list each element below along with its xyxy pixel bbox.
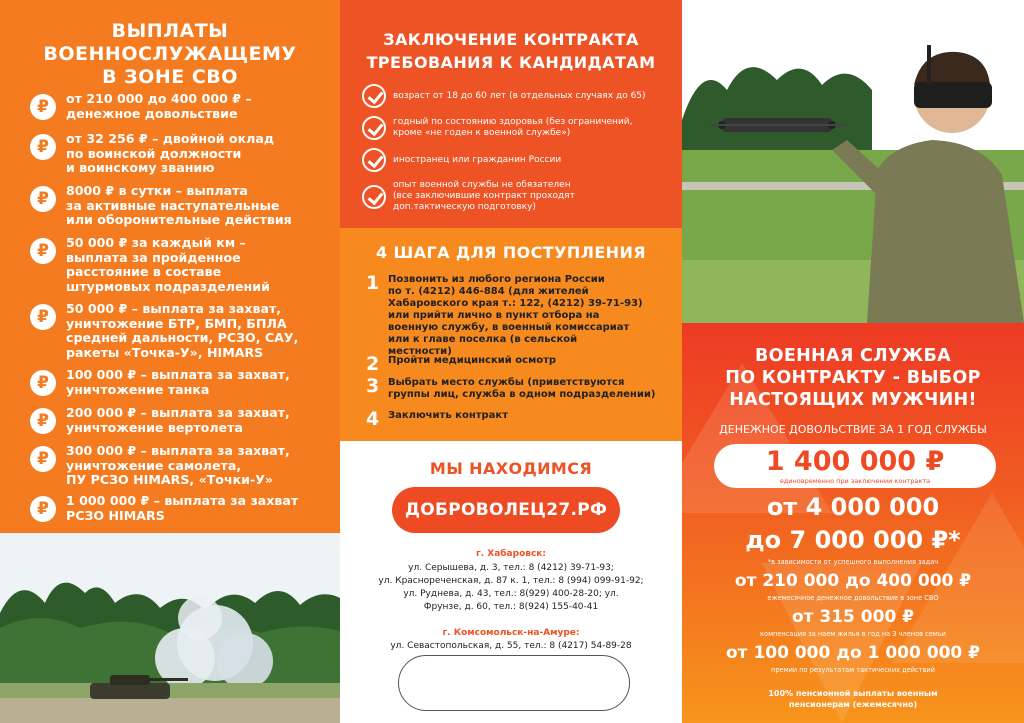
step-text — [388, 355, 658, 374]
payment-line: или оборонительные действия — [66, 212, 292, 227]
payment-item — [30, 236, 335, 302]
payment-line: 50 000 ₽ за каждый км – — [66, 235, 246, 250]
payment-item — [30, 494, 335, 530]
step-number: 1 — [366, 272, 380, 294]
range-from-value: от 4 000 000 — [766, 493, 940, 521]
steps-title: 4 ШАГА ДЛЯ ПОСТУПЛЕНИЯ — [376, 243, 646, 262]
payment-line: от 210 000 до 400 000 ₽ – — [66, 91, 252, 106]
lump-sum-value: 1 400 000 ₽ — [765, 446, 945, 477]
payments-panel — [0, 0, 340, 723]
requirement-item — [362, 116, 662, 140]
step-text — [388, 410, 658, 429]
payments-title-line: ВЫПЛАТЫ — [111, 20, 229, 42]
requirement-line: годный по состоянию здоровья (без ограничений, — [393, 117, 633, 127]
pension-line: пенсионерам (ежемесячно) — [788, 700, 918, 709]
payment-item — [30, 132, 335, 184]
lump-sum-note: единовременно при заключении контракта — [779, 477, 931, 485]
payment-item — [30, 92, 335, 132]
ruble-icon: ₽ — [30, 446, 56, 472]
step-line: военную службу, в военный комиссариат — [388, 322, 630, 333]
city-khabarovsk: г. Хабаровск: — [476, 549, 546, 559]
location-panel — [340, 441, 682, 723]
payment-line: 300 000 ₽ – выплата за захват, — [66, 443, 290, 458]
khabarovsk-addresses — [340, 562, 682, 614]
pension-note — [682, 688, 1024, 710]
step-item — [366, 410, 658, 429]
payment-line: ПУ РСЗО HIMARS, «Точки-У» — [66, 472, 274, 487]
tank-smoke-illustration — [0, 533, 340, 723]
salary-note: ежемесячное денежное довольствие в зоне СВО — [767, 594, 939, 602]
payment-item — [30, 184, 335, 236]
address-line: ул. Серышева, д. 3, тел.: 8 (4212) 39-71-93; — [408, 563, 614, 573]
requirement-line: доп.тактическую подготовку) — [393, 202, 536, 212]
step-line: группы лиц, служба в одном подразделении) — [388, 389, 656, 400]
payment-line: штурмовых подразделений — [66, 278, 270, 294]
bonus-note: премии по результатам тактических действий — [771, 666, 935, 674]
soldier-drone-illustration — [682, 0, 1024, 323]
tank-smoke-photo — [0, 533, 340, 723]
city-komsomolsk: г. Комсомольск-на-Амуре: — [442, 628, 580, 638]
ruble-icon: ₽ — [30, 186, 56, 212]
check-circle-icon — [362, 116, 386, 140]
requirement-line: возраст от 18 до 60 лет (в отдельных случаях до 65) — [393, 90, 646, 101]
payment-item — [30, 302, 335, 368]
payment-line: за активные наступательные — [66, 197, 280, 213]
step-line: по т. (4212) 446-884 (для жителей — [388, 286, 589, 297]
step-item — [366, 377, 658, 401]
pension-line: 100% пенсионной выплаты военным — [768, 689, 938, 698]
payments-title-line: В ЗОНЕ СВО — [102, 66, 238, 88]
website-link-button[interactable]: ДОБРОВОЛЕЦ27.РФ — [392, 487, 620, 533]
address-line: ул. Краснореченская, д. 87 к. 1, тел.: 8 (994) 099-91-92; — [378, 576, 644, 586]
step-item — [366, 355, 658, 374]
step-number: 4 — [366, 408, 380, 430]
ruble-icon: ₽ — [30, 304, 56, 330]
step-line: Выбрать место службы (приветствуются — [388, 377, 625, 388]
address-line: Фрунзе, д. 60, тел.: 8(924) 155-40-41 — [423, 602, 599, 612]
bonus-value: от 100 000 до 1 000 000 ₽ — [726, 643, 980, 663]
payment-item — [30, 406, 335, 444]
steps-panel — [340, 228, 682, 441]
requirements-title-line: ЗАКЛЮЧЕНИЕ КОНТРАКТА — [383, 30, 639, 49]
requirement-line: (все заключившие контракт проходят — [393, 191, 575, 201]
address-line: ул. Севастопольская, д. 55, тел.: 8 (4217) 54-89-28 — [390, 641, 632, 651]
requirement-item — [362, 84, 662, 108]
payment-line: выплата за пройденное — [66, 249, 241, 265]
range-to-value: до 7 000 000 ₽* — [745, 526, 961, 554]
step-line: Хабаровского края т.: 122, (4212) 39-71-93) — [388, 298, 643, 309]
promo-title — [682, 345, 1024, 411]
location-title: МЫ НАХОДИМСЯ — [429, 459, 593, 478]
ruble-icon: ₽ — [30, 134, 56, 160]
komsomolsk-addresses — [340, 640, 682, 653]
step-line: или прийти лично в пункт отбора на — [388, 310, 600, 321]
promo-title-line: ПО КОНТРАКТУ - ВЫБОР — [725, 368, 981, 388]
blank-stamp-field — [398, 655, 630, 711]
payment-line: и воинскому званию — [66, 160, 215, 175]
payments-title — [0, 20, 340, 89]
step-number: 3 — [366, 375, 380, 397]
payment-item — [30, 368, 335, 406]
promo-subtitle: ДЕНЕЖНОЕ ДОВОЛЬСТВИЕ ЗА 1 ГОД СЛУЖБЫ — [719, 423, 987, 436]
lump-sum-badge — [714, 444, 996, 488]
payment-line: уничтожение БТР, БМП, БПЛА — [66, 315, 287, 331]
requirement-line: кроме «не годен к военной службе») — [393, 128, 571, 138]
requirements-title-line: ТРЕБОВАНИЯ К КАНДИДАТАМ — [366, 53, 656, 72]
check-circle-icon — [362, 148, 386, 172]
payment-line: средней дальности, РСЗО, САУ, — [66, 330, 299, 345]
promo-panel — [682, 323, 1024, 723]
housing-note: компенсация за наем жилья в год на 3 членов семьи — [760, 630, 946, 638]
payment-line: уничтожение танка — [66, 381, 210, 397]
payment-line: уничтожение вертолета — [66, 419, 243, 435]
step-text — [388, 377, 658, 401]
step-line: Заключить контракт — [388, 410, 509, 421]
step-line: Позвонить из любого региона России — [388, 274, 605, 285]
requirements-panel — [340, 0, 682, 228]
step-line: или к главе поселка (в сельской — [388, 334, 578, 345]
range-note: *в зависимости от успешного выполнения задач — [767, 558, 939, 566]
payment-line: 100 000 ₽ – выплата за захват, — [66, 367, 290, 382]
requirement-line: опыт военной службы не обязателен — [393, 180, 571, 190]
payment-line: 8000 ₽ в сутки – выплата — [66, 183, 248, 198]
salary-value: от 210 000 до 400 000 ₽ — [734, 571, 972, 591]
payment-line: РСЗО HIMARS — [66, 507, 165, 523]
payment-line: денежное довольствие — [66, 105, 238, 121]
payment-line: ракеты «Точка-У», HIMARS — [66, 344, 264, 360]
payments-list — [30, 92, 335, 530]
requirement-item — [362, 148, 662, 172]
requirements-title — [340, 28, 682, 74]
check-circle-icon — [362, 84, 386, 108]
step-line: Пройти медицинский осмотр — [388, 355, 557, 366]
payment-line: от 32 256 ₽ – двойной оклад — [66, 131, 275, 146]
requirements-list — [362, 84, 662, 221]
payment-line: 1 000 000 ₽ – выплата за захват — [66, 493, 299, 508]
payment-line: уничтожение самолета, — [66, 457, 242, 473]
step-number: 2 — [366, 353, 380, 375]
step-text — [388, 274, 658, 358]
promo-title-line: НАСТОЯЩИХ МУЖЧИН! — [729, 390, 977, 410]
promo-title-line: ВОЕННАЯ СЛУЖБА — [755, 346, 951, 366]
step-item — [366, 274, 658, 358]
ruble-icon: ₽ — [30, 94, 56, 120]
step-line: местности) — [388, 346, 452, 357]
check-circle-icon — [362, 185, 386, 209]
requirement-item — [362, 180, 662, 213]
payments-title-line: ВОЕННОСЛУЖАЩЕМУ — [43, 43, 297, 65]
payment-line: 200 000 ₽ – выплата за захват, — [66, 405, 290, 420]
ruble-icon: ₽ — [30, 496, 56, 522]
payment-line: по воинской должности — [66, 145, 242, 161]
requirement-line: иностранец или гражданин России — [393, 154, 562, 165]
ruble-icon: ₽ — [30, 238, 56, 264]
ruble-icon: ₽ — [30, 408, 56, 434]
payment-line: 50 000 ₽ – выплата за захват, — [66, 301, 282, 316]
payment-line: расстояние в составе — [66, 264, 222, 279]
ruble-icon: ₽ — [30, 370, 56, 396]
housing-value: от 315 000 ₽ — [791, 607, 915, 627]
soldier-drone-photo — [682, 0, 1024, 323]
payment-item — [30, 444, 335, 494]
address-line: ул. Руднева, д. 43, тел.: 8(929) 400-28-20; ул. — [403, 589, 619, 599]
